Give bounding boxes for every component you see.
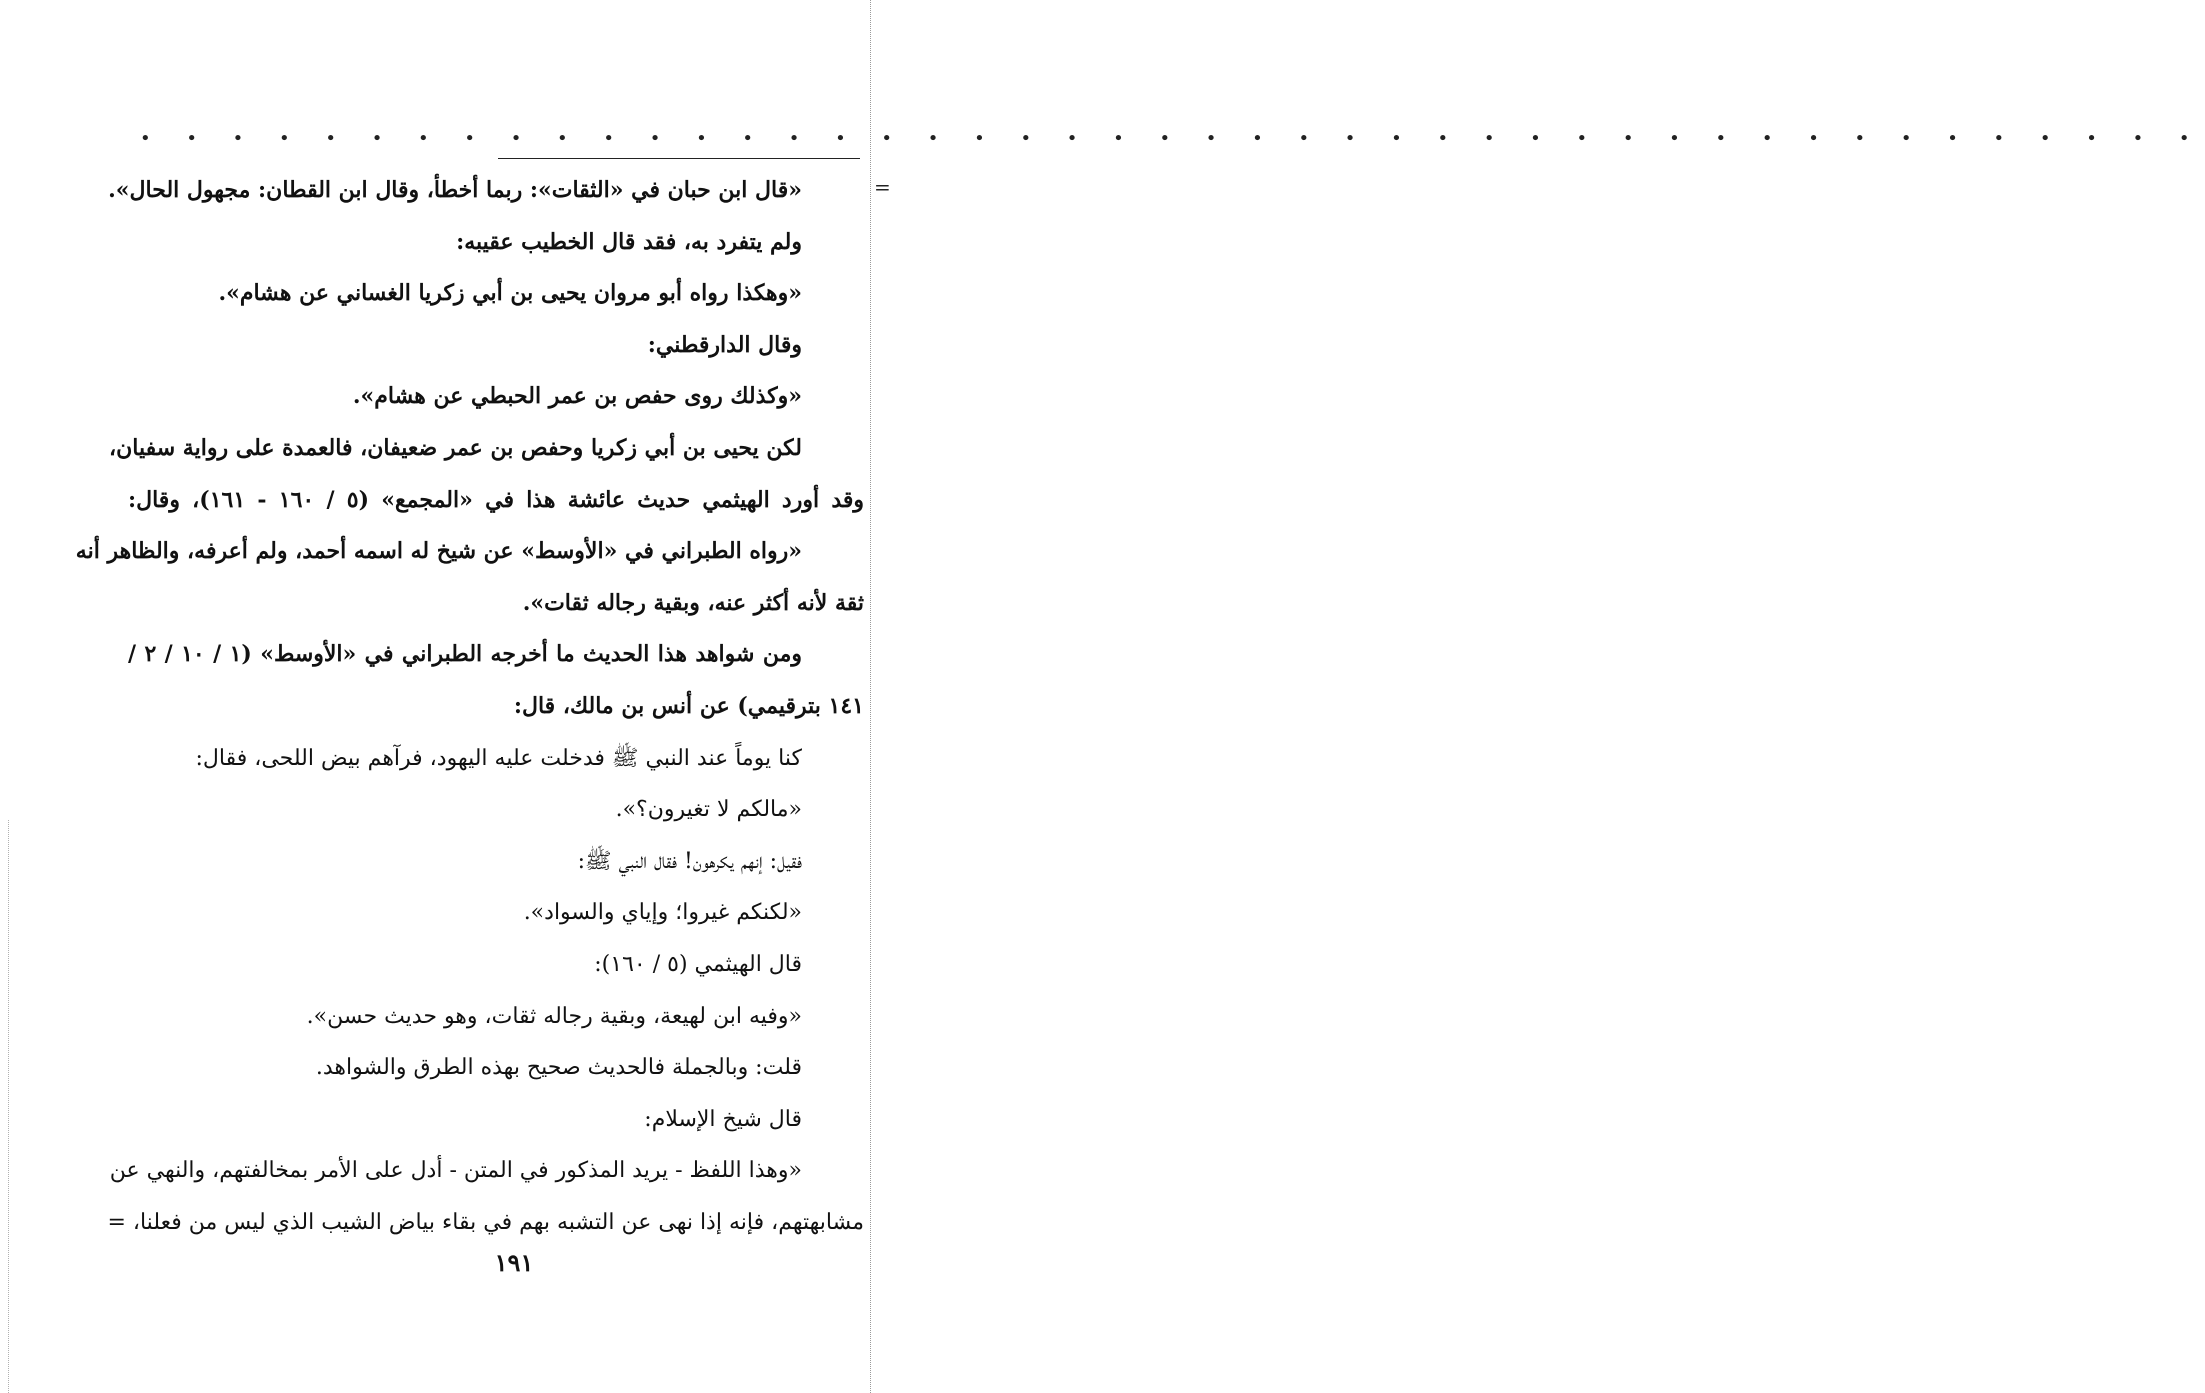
text-line: ١٤١ بترقيمي) عن أنس بن مالك، قال:	[513, 692, 864, 719]
text-line: «وفيه ابن لهيعة، وبقية رجاله ثقات، وهو حديث حسن».	[306, 1003, 802, 1029]
text-line: «رواه الطبراني في «الأوسط» عن شيخ له اسمه أحمد، ولم أعرفه، والظاهر أنه	[75, 538, 802, 565]
text-line: وقال الدارقطني:	[647, 331, 802, 358]
text-line: قال شيخ الإسلام:	[644, 1106, 802, 1132]
header-dotted-rule: • • • • • • • • • • • • • • • • • • • • • • • • • • • • • • • • • • • • • • • • • • • • •	[140, 128, 2205, 149]
right-margin-guide	[870, 0, 871, 1393]
page-body	[75, 165, 865, 1248]
text-line: مشابهتهم، فإنه إذا نهى عن التشبه بهم في بقاء بياض الشيب الذي ليس من فعلنا، =	[107, 1209, 864, 1235]
text-line: «مالكم لا تغيرون؟».	[615, 797, 802, 823]
text-line: «قال ابن حبان في «الثقات»: ربما أخطأ، وقال ابن القطان: مجهول الحال».	[108, 177, 802, 203]
text-line: قال الهيثمي (٥ / ١٦٠):	[594, 951, 802, 977]
left-margin-guide	[8, 820, 9, 1393]
text-line: وقد أورد الهيثمي حديث عائشة هذا في «المجمع» (٥ / ١٦٠ - ١٦١)، وقال:	[128, 486, 865, 513]
continuation-marker: =	[874, 175, 891, 199]
text-line: ولم يتفرد به، فقد قال الخطيب عقيبه:	[456, 228, 802, 255]
text-line: لكن يحيى بن أبي زكريا وحفص بن عمر ضعيفان، فالعمدة على رواية سفيان،	[108, 434, 802, 461]
text-line: «وهذا اللفظ - يريد المذكور في المتن - أدل على الأمر بمخالفتهم، والنهي عن	[109, 1158, 802, 1184]
footnote-separator-rule	[498, 158, 860, 159]
text-line: قلت: وبالجملة فالحديث صحيح بهذه الطرق والشواهد.	[315, 1055, 802, 1081]
text-line: «وكذلك روى حفص بن عمر الحبطي عن هشام».	[352, 383, 802, 410]
text-line: ومن شواهد هذا الحديث ما أخرجه الطبراني في «الأوسط» (١ / ١٠ / ٢ /	[128, 641, 802, 668]
text-line: ثقة لأنه أكثر عنه، وبقية رجاله ثقات».	[522, 589, 864, 616]
text-line: «وهكذا رواه أبو مروان يحيى بن أبي زكريا الغساني عن هشام».	[218, 280, 802, 307]
text-line: كنا يوماً عند النبي ﷺ فدخلت عليه اليهود، فرآهم بيض اللحى، فقال:	[195, 745, 802, 771]
text-line: فقيل: إنهم يكرهون! فقال النبي ﷺ:	[577, 848, 802, 874]
page-number: ١٩١	[494, 1248, 534, 1277]
text-line: «لكنكم غيروا؛ وإياي والسواد».	[523, 900, 802, 926]
